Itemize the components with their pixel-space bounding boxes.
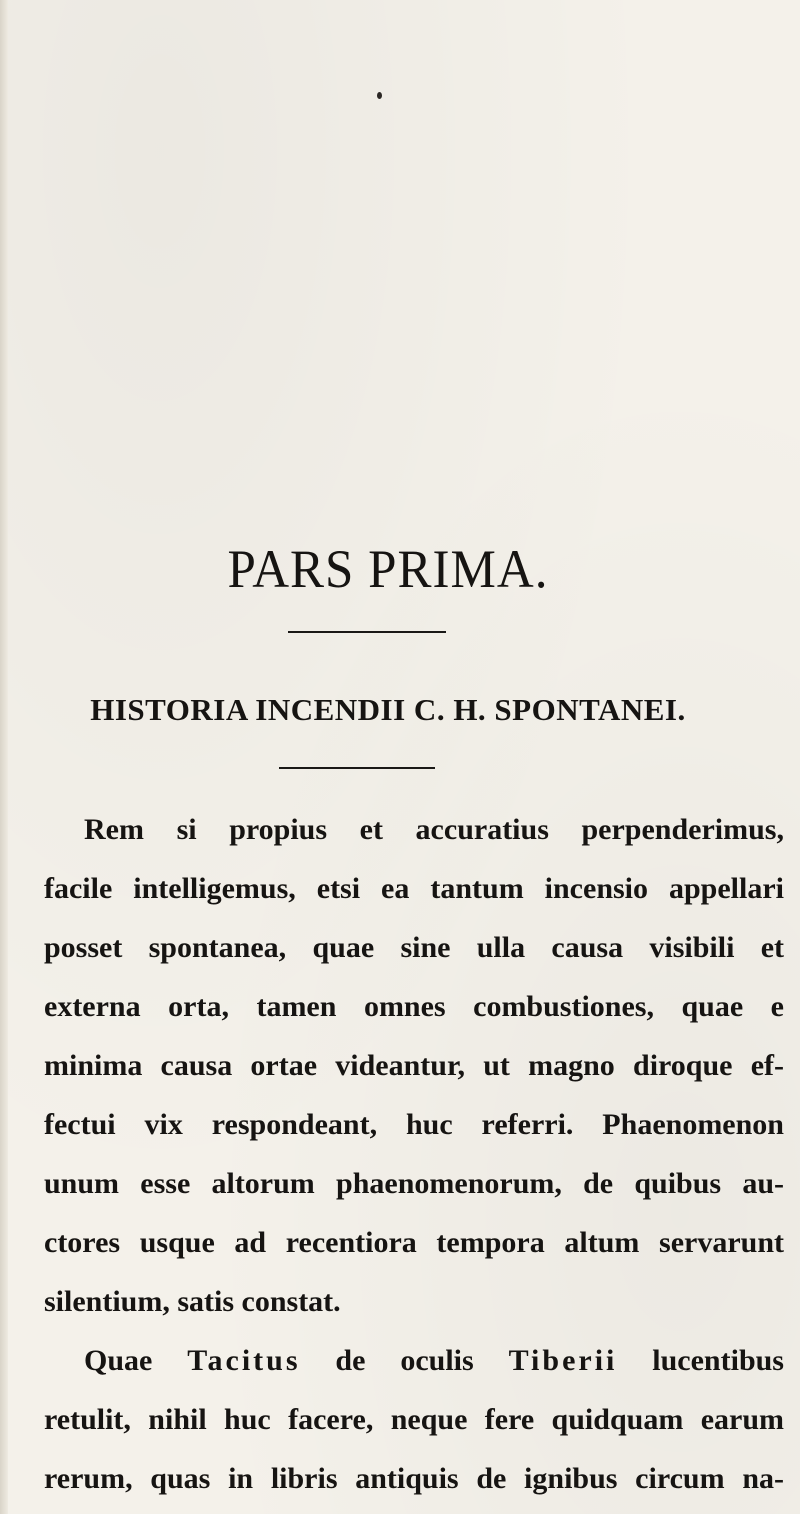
title-rule-bottom xyxy=(279,767,435,769)
proper-name-tiberii: Tiberii xyxy=(508,1344,618,1377)
ink-speck xyxy=(377,92,382,99)
body-text xyxy=(44,800,784,1508)
section-title: HISTORIA INCENDII C. H. SPONTANEI. xyxy=(90,692,686,727)
page-edge-shadow xyxy=(0,0,8,1514)
text-line-paragraph-start xyxy=(44,1331,784,1390)
part-title: PARS PRIMA. xyxy=(227,540,549,600)
text-line: fectui vix respondeant, huc referri. Phaenomenon xyxy=(44,1108,784,1141)
text-line: rerum, quas in libris antiquis de ignibus circum na- xyxy=(44,1462,784,1495)
text-line: Rem si propius et accuratius perpenderimus, xyxy=(84,813,784,846)
text-word: de oculis xyxy=(335,1344,474,1377)
text-word: lucentibus xyxy=(652,1344,784,1377)
proper-name-tacitus: Tacitus xyxy=(187,1344,301,1377)
text-word: Quae xyxy=(84,1344,153,1377)
text-line: unum esse altorum phaenomenorum, de quibus au- xyxy=(44,1167,784,1200)
title-rule-top xyxy=(288,631,446,633)
text-line: facile intelligemus, etsi ea tantum incensio appellari xyxy=(44,872,784,905)
text-line: posset spontanea, quae sine ulla causa visibili et xyxy=(44,931,784,964)
text-line: silentium, satis constat. xyxy=(44,1285,341,1318)
text-line: retulit, nihil huc facere, neque fere quidquam earum xyxy=(44,1403,784,1436)
text-line: externa orta, tamen omnes combustiones, quae e xyxy=(44,990,784,1023)
text-line: ctores usque ad recentiora tempora altum servarunt xyxy=(44,1226,784,1259)
text-line: minima causa ortae videantur, ut magno diroque ef- xyxy=(44,1049,784,1082)
